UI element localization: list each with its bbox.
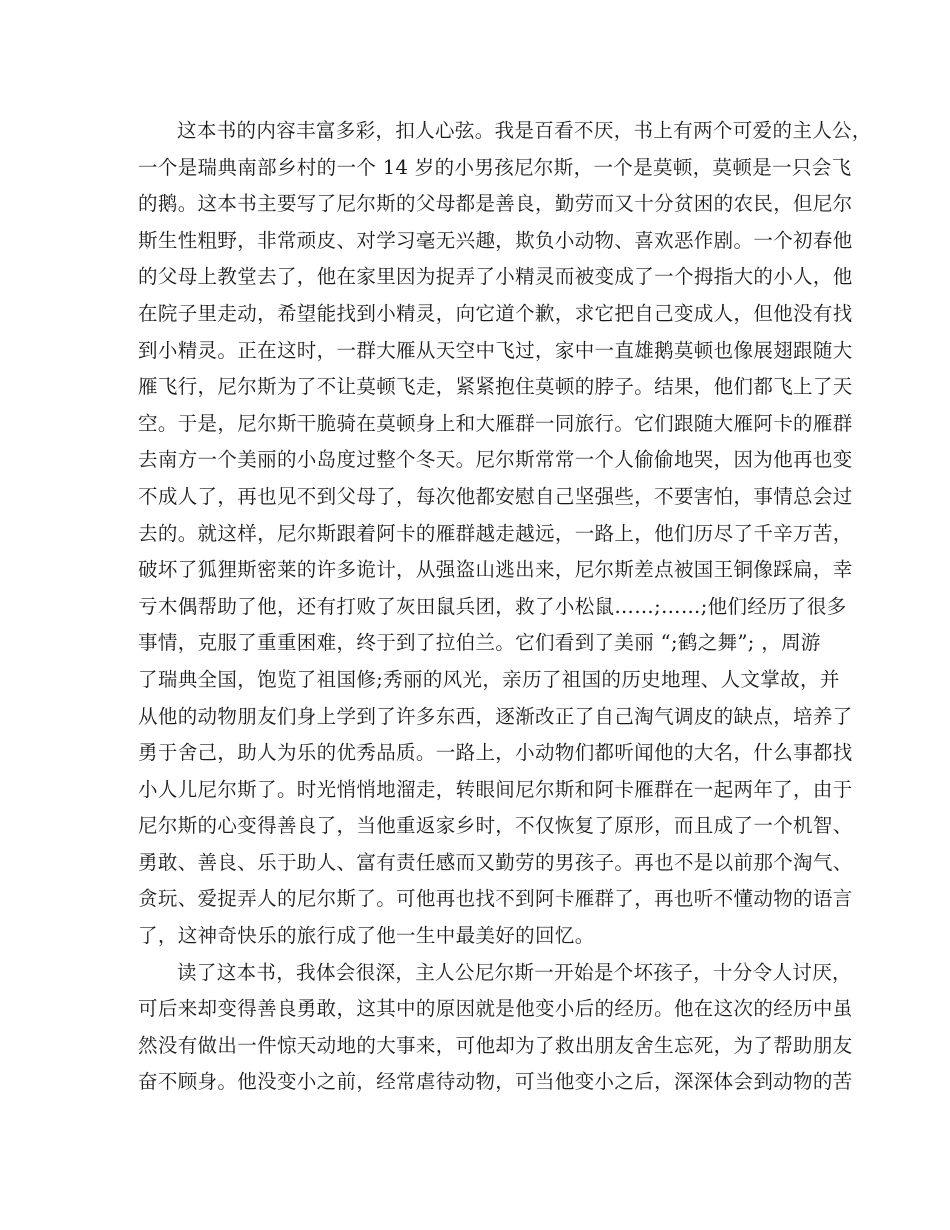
text-line: 斯生性粗野，非常顽皮、对学习毫无兴趣，欺负小动物、喜欢恶作剧。一个初春他 xyxy=(138,228,853,252)
text-line: 不成人了，再也见不到父母了，每次他都安慰自己坚强些，不要害怕，事情总会过 xyxy=(138,484,853,508)
text-line: 的鹅。这本书主要写了尼尔斯的父母都是善良，勤劳而又十分贫困的农民，但尼尔 xyxy=(138,192,853,216)
text-line: 读了这本书，我体会很深，主人公尼尔斯一开始是个坏孩子，十分令人讨厌， xyxy=(177,960,852,984)
text-line: 在院子里走动，希望能找到小精灵，向它道个歉，求它把自己变成人，但他没有找 xyxy=(138,301,853,325)
text-line: 去的。就这样，尼尔斯跟着阿卡的雁群越走越远，一路上，他们历尽了千辛万苦， xyxy=(138,521,853,545)
text-line: 这本书的内容丰富多彩，扣人心弦。我是百看不厌，书上有两个可爱的主人公， xyxy=(177,119,872,142)
text-line: 空。于是，尼尔斯干脆骑在莫顿身上和大雁群一同旅行。它们跟随大雁阿卡的雁群 xyxy=(138,411,853,435)
text-line: 可后来却变得善良勇敢，这其中的原因就是他变小后的经历。他在这次的经历中虽 xyxy=(138,997,853,1021)
paragraph-2 xyxy=(138,955,853,1101)
text-line: 了，这神奇快乐的旅行成了他一生中最美好的回忆。 xyxy=(138,924,595,948)
text-line: 奋不顾身。他没变小之前，经常虐待动物，可当他变小之后，深深体会到动物的苦 xyxy=(138,1070,853,1094)
text-line: 然没有做出一件惊天动地的大事来，可他却为了救出朋友舍生忘死，为了帮助朋友 xyxy=(138,1033,853,1057)
text-line: 雁飞行，尼尔斯为了不让莫顿飞走，紧紧抱住莫顿的脖子。结果，他们都飞上了天 xyxy=(138,375,853,399)
text-line: 的父母上教堂去了，他在家里因为捉弄了小精灵而被变成了一个拇指大的小人，他 xyxy=(138,265,853,289)
text-line: 到小精灵。正在这时，一群大雁从天空中飞过，家中一直雄鹅莫顿也像展翅跟随大 xyxy=(138,338,853,362)
text-line: 一个是瑞典南部乡村的一个 14 岁的小男孩尼尔斯，一个是莫顿，莫顿是一只会飞 xyxy=(138,155,852,179)
text-line: 去南方一个美丽的小岛度过整个冬天。尼尔斯常常一个人偷偷地哭，因为他再也变 xyxy=(138,448,853,472)
paragraph-1 xyxy=(138,113,872,955)
text-line: 尼尔斯的心变得善良了，当他重返家乡时，不仅恢复了原形，而且成了一个机智、 xyxy=(138,814,853,838)
text-line: 贪玩、爱捉弄人的尼尔斯了。可他再也找不到阿卡雁群了，再也听不懂动物的语言 xyxy=(138,887,853,911)
text-line: 事情，克服了重重困难，终于到了拉伯兰。它们看到了美丽 “;鹤之舞”; ，周游 xyxy=(138,631,821,655)
text-line: 小人儿尼尔斯了。时光悄悄地溜走，转眼间尼尔斯和阿卡雁群在一起两年了，由于 xyxy=(138,777,853,801)
text-line: 破坏了狐狸斯密莱的许多诡计，从强盗山逃出来，尼尔斯差点被国王铜像踩扁，幸 xyxy=(138,558,853,582)
document-body xyxy=(138,113,872,1101)
text-line: 勇于舍己，助人为乐的优秀品质。一路上，小动物们都听闻他的大名，什么事都找 xyxy=(138,741,853,765)
text-line: 勇敢、善良、乐于助人、富有责任感而又勤劳的男孩子。再也不是以前那个淘气、 xyxy=(138,850,853,874)
text-line: 了瑞典全国，饱览了祖国修;秀丽的风光，亲历了祖国的历史地理、人文掌故，并 xyxy=(138,667,840,691)
text-line: 从他的动物朋友们身上学到了许多东西，逐渐改正了自己淘气调皮的缺点，培养了 xyxy=(138,704,853,728)
text-line: 亏木偶帮助了他，还有打败了灰田鼠兵团，救了小松鼠……;……;他们经历了很多 xyxy=(138,594,847,618)
